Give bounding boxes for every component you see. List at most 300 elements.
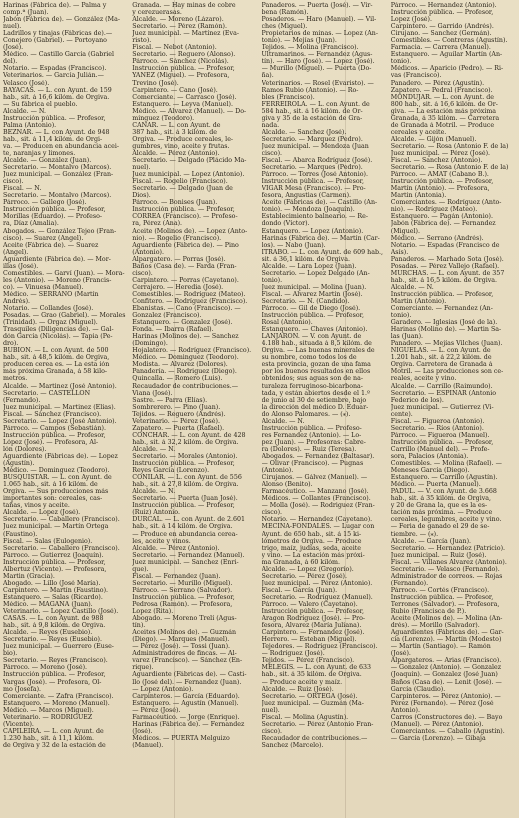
text-line: Lopez (Rita). [132, 608, 174, 616]
text-line: Fiscal. — N. [3, 185, 42, 193]
text-line: Farmacéutico. — Manzano (José). [261, 488, 369, 496]
text-line: ra, Pérez (Ana). [132, 220, 183, 228]
text-line: Secretario. — Rodríguez (Manuel). [261, 593, 373, 601]
text-line: Abogado. — Moreno Trelí (Agus- [132, 615, 237, 623]
text-line: Alpargatero. — Porras (José). [132, 255, 226, 263]
text-line: varez (Francisco). — Sánchez (En- [132, 657, 243, 665]
text-line: Juez municipal. — Guzmán (Ma- [261, 699, 364, 707]
text-line: la dirección del médico D. Eduar- [261, 403, 369, 411]
text-line: CÓÑILAR. — L. con Ayunt. de 556 [132, 474, 242, 482]
text-line: rique). [132, 664, 154, 672]
text-line: Recaudador de contribuciones.— [261, 734, 368, 742]
text-line: Instrucción pública. — Profesor, [3, 206, 106, 214]
text-line: Comerciantes. — Rodríguez (Anto- [390, 199, 502, 207]
text-line: hab., sit. á 14 kilóm. de Orgiva. [132, 523, 233, 531]
text-line: Andrés). [3, 297, 31, 305]
text-line: hab., sit. á 27,8 kilóm. de Orgiva. [132, 481, 239, 489]
text-line: Fiscal. — Sanchez (Antonio). [390, 157, 483, 165]
text-line: Harinas (Fábrica de). — Martín (Car- [261, 234, 380, 242]
text-line: Alcalde. — N. [132, 445, 176, 453]
text-line: Posadas. — Pérez Vallejo (Rafael). [390, 262, 500, 270]
text-line: Fiscal. — Fernandez (Juan). [132, 572, 221, 580]
text-line: (Antonio). [261, 467, 294, 475]
text-line: CONCHAR. — L. con Ayunt. de 428 [132, 431, 246, 439]
text-line: por los buenos resultados en ellos [261, 368, 371, 376]
text-line: Quincalla. — Romero (Luis). [132, 375, 223, 383]
text-line: Cerrajero. — Heredia (José). [132, 283, 224, 291]
text-line: Juez municipal. — Lopez (Antonio). [132, 171, 245, 179]
text-line: Trevino (José). [132, 79, 179, 87]
text-line: Párroco. — Torres (José Antonio). [261, 171, 368, 179]
text-line: Panaderos. — Marhado Sota (José). [390, 255, 504, 263]
text-line: Médicos. — PUERTA Melguizo [132, 734, 230, 742]
text-line: VIGAR Mesa (Francisco). — Pro- [261, 185, 366, 193]
text-line: Orgiva. Carretera de Granada á [390, 361, 493, 369]
text-line: Secretario. — Delgado (Juan de [132, 185, 233, 193]
text-line: les, aceite y vinos. [132, 537, 191, 545]
text-line: bles (Francisco). [261, 93, 315, 101]
text-line: (Fernando). [390, 579, 429, 587]
text-line: Párroco. — Moreno (José). [3, 664, 88, 672]
text-line: Fiscal. — Abarca Rodríguez (José). [261, 157, 373, 165]
text-line: tín). [132, 622, 146, 630]
text-line: MECINA-FONDALES. — Lugar con [261, 523, 375, 531]
text-line: Abogados. — Fernandez (Baltasar). [261, 453, 375, 460]
text-line: Aceite (Fábrica de). — Suarez [3, 241, 99, 249]
text-line: do Alonso Palomares. — (⁎). [261, 410, 351, 418]
text-line: Abogados. — González Tejeo (Fran- [3, 227, 117, 235]
text-line: Orgiva. — Las buenas minerales de [261, 347, 375, 355]
text-line: Estanquero. — Carrillo (Agustín). [390, 474, 498, 482]
text-line: Médico. — MAGAÑA (Juan). [3, 600, 93, 608]
text-line: Secretario. — Pérez (José). [261, 572, 348, 580]
text-line: Secretario. — N. (Candido). [261, 297, 350, 305]
text-line: Alcalde. — Lara Lopez (Juan). [261, 262, 357, 270]
text-line: Propietarios de minas. — Lopez (An- [261, 30, 378, 38]
text-line: Veterinario. — Lopez Castillo (José). [3, 608, 119, 616]
text-line: — Gonzalez (Antonio). — Gonzalez [390, 664, 502, 672]
text-line: dondo (Víctor). [261, 220, 310, 228]
text-line: Posaderos. — Haro (Manuel). — Vil- [261, 16, 377, 24]
column-middle [132, 2, 257, 818]
text-line: nuel). [132, 164, 151, 172]
text-line: 1.230 hab., sit. á 11,1 kilóm. [3, 734, 95, 742]
text-line: Médico. — Castillo García (Gabriel [3, 51, 115, 59]
text-line: Garadero. — Iglesias (José de la). [390, 319, 498, 327]
text-line: Juez municipal. — Martínez (Eva- [132, 30, 239, 38]
text-line: Aguardientes (Fábricas de). — Gar- [390, 629, 504, 637]
text-line: (José). [132, 727, 153, 735]
text-line: Alcalde. — Lopez (Gregorio). [261, 565, 354, 573]
text-line: Aragon Rodríguez (José). — Pro- [261, 615, 366, 623]
text-line: Comestibles. — Contreras (Agustín). [390, 37, 508, 45]
text-line: Comerciante. — Carrasco (José). [132, 93, 237, 101]
text-line: Estanquero. — Chaves (Antonio). [261, 326, 368, 334]
text-line: Secretario. — Hernandez (Patricio). [390, 544, 506, 552]
text-line: que). [132, 565, 149, 573]
text-line: mo (Josefa). [3, 685, 42, 693]
text-line: Médicos. — Collantes (Francisco). [261, 495, 371, 503]
text-line: Estanquero. — Salas (Ricardo). [3, 593, 103, 601]
text-line: Alcalde. — Carrillo (Raimundo). [390, 382, 493, 390]
text-line: Administradores de fincas. — Al- [132, 650, 237, 658]
text-line: Alpargateros. — Arias (Francisco). [390, 657, 502, 665]
text-line: Trasquiles (Diligencias de). — Gal- [3, 326, 114, 334]
text-line: de junio al 30 de setiembre, bajo [261, 396, 367, 404]
column-far-right [391, 2, 516, 818]
text-line: Secretario. — Reguero (Alonso). [132, 51, 236, 59]
text-line: Baños (Casa de). — Lenit (José). — [390, 678, 502, 686]
text-line: hab., sit. á 48,5 kilóm. de Orgiva, [3, 354, 110, 362]
text-line: Juez municipal. — González (Fran- [3, 171, 114, 179]
text-line: tonio). [390, 312, 412, 320]
text-line: — Murillo (Miguel). — Puerta (Do- [261, 65, 372, 73]
text-line: Fiscal. — Figueroa (Antonio). [390, 417, 485, 425]
text-line: García (Claudio). [390, 685, 446, 693]
text-line: Secretario. — ESPINAR (Antonio [390, 389, 497, 397]
text-line: cía (Lorenzo). — Martín (Modesto) [390, 636, 502, 644]
text-line: Asís). [390, 248, 409, 256]
text-line: Párroco. — Valero (Cayetano). [261, 600, 358, 608]
text-line: drés). — Morillo (Salvador). [390, 622, 480, 630]
text-line: Carpintero. — Garrido (Andrés). [390, 23, 494, 31]
text-line: Aguardiente (Fábricas de). — Lopez [3, 453, 118, 460]
text-line: Instrucción pública. — Profeso- [261, 424, 362, 432]
text-line: Párroco. — Cortés (Francisco). [390, 586, 490, 594]
text-line: Estanquero. — Moreno (Manuel). [3, 699, 110, 707]
text-line: Carpinteros. — Pérez (Antonio). — [390, 692, 501, 700]
text-line: Juez municipal. — Mendoza (Juan [261, 142, 369, 150]
text-line: (Faustino). [3, 530, 38, 538]
text-line: Párroco. — Serrano (Salvador). [132, 586, 233, 594]
text-line: Instrucción pública. — Profesor, [132, 502, 235, 510]
text-line: Fiscal. — Nebot (Antonio). [132, 44, 217, 52]
text-line: Establecimiento balneario. — Re- [261, 213, 368, 221]
text-line: Secretario. — Murillo (Miguel). [132, 579, 233, 587]
text-line: ITRABO. — L. con Ayunt. de 609 hab., [261, 248, 383, 256]
column-divider [174, 0, 175, 818]
text-line: Secretario. — Fernandez (Manuel). [132, 551, 245, 559]
text-line: tín). — Haro (José). — Lopez (José). [261, 58, 375, 66]
text-line: importantes son: cereales, cas- [3, 495, 103, 503]
text-line: Alcalde. — Sanchez (José). [261, 128, 347, 136]
text-line: Alcalde. — N. [390, 283, 434, 291]
text-line: Médico. — Marcos (Miguel). [3, 706, 94, 714]
text-line: Secretario. — Montalvo (Marcos). [3, 164, 112, 172]
text-line: ña). [261, 72, 274, 80]
text-line: Federico de los). [390, 396, 444, 404]
text-line: Notario. — Espadas (Francisco de [390, 241, 500, 249]
text-line: Aceite (Fábricas de). — Castillo (An- [261, 199, 378, 207]
text-line: (Vicente). [3, 720, 34, 728]
text-line: Harinas (Fábrica de). — Fernandez [132, 720, 245, 728]
text-line: pez (Juan). — Profesoras: Cabre- [261, 438, 366, 446]
text-line: Secretario. — Ríos (Antonio). [390, 424, 484, 432]
text-line: Rubio (Francisca de P.). [390, 608, 467, 616]
text-line: Fiscal. — Salas (Eulogenio). [3, 537, 93, 545]
text-line: (Domingo). [132, 340, 168, 348]
text-line: hab., sit. á 35 kilóm. de Orgiva, [390, 495, 492, 503]
text-line: cisco). [3, 178, 24, 186]
text-line: Secretario. — ORTEGA (José). [261, 692, 358, 700]
text-line: Juez municipal. — Sanchez (Enri- [132, 558, 239, 566]
text-line: Párroco. — Bonises (Juan). [132, 199, 218, 207]
text-line: minguez (Teodoro). [132, 114, 195, 122]
text-line: Secretario. — Lopez (José Antonio). [3, 417, 117, 425]
text-line: Tejedores. — Rodríguez (Francisco). [261, 643, 378, 651]
text-line: Juez municipal. — Molina (Juan). [261, 283, 367, 291]
text-line: Alcalde. — N. [261, 417, 305, 425]
text-line: nio). — Rogelio (Francisco). [132, 234, 222, 242]
text-line: dón García (Nicolás). — Tapia (Pe- [3, 333, 113, 341]
text-line: Viana (José). [132, 389, 173, 397]
text-line: dro). [3, 340, 19, 348]
text-line: va. — Producen en abundancia acei- [3, 142, 120, 150]
text-line: Instrucción pública. — Profesor, [3, 431, 106, 439]
text-line: de Granada á Motril. — Produce [390, 121, 495, 129]
text-line: Pedrosa (Ramón). — Profesora, [132, 600, 233, 608]
text-line: Estanquero. — Leyva (Manuel). [132, 100, 233, 108]
text-line: hab., sit. á 16,6 kilóm. de Orgiva. [3, 93, 110, 101]
text-line: Confitero. — Rodríguez (Francisco). [132, 297, 248, 305]
text-line: PADUL. — V. con Ayunt. de 3.668 [390, 488, 497, 496]
text-line: Secretario. — Caballero (Francisco). [3, 516, 120, 524]
text-line: Martin (Antonio). [390, 297, 447, 305]
text-line: Juez municipal. — Pérez (José). [390, 149, 491, 157]
text-line: CASAS. — L. con Ayunt. de 988 [3, 615, 104, 623]
text-line: Secretario. — Pérez (Ramón). [132, 23, 227, 31]
text-line: Instrucción pública. — Profesor, [261, 178, 364, 186]
text-line: Estanquero. — Aguilar Martín (An- [390, 51, 503, 59]
text-line: nio). — Rodríguez (Mateo). [390, 206, 478, 214]
text-line: Alcalde. — Martinez (José Antonio). [3, 382, 117, 390]
text-line: Ebanistas. — Cano (Francisco). — [132, 305, 241, 313]
text-line: Zapatero. — Puerta (Rafael). [132, 424, 225, 432]
text-line: Veterinario. — Pérez (José). [132, 417, 220, 425]
text-line: (Diego). — Marques (Manuel). [132, 636, 230, 644]
text-line: cisco). [261, 149, 283, 157]
text-line: Estanquero. — Lopez (Antonio). [261, 227, 364, 235]
text-line: — Martín (Santiago). — Ramón [390, 643, 491, 651]
text-line: Párroco. — Figueroa (Manuel). [390, 431, 490, 439]
text-line: Instrucción pública. — Profesor, [390, 438, 494, 446]
text-line: Alcalde. — Pérez (Antonio). [132, 544, 220, 552]
text-line: Instrucción pública. — Profesor, [132, 206, 235, 214]
text-line: — García (Lorenzo). — Gibaja [390, 734, 486, 742]
text-line: Meneses García (Diego). [390, 467, 470, 475]
text-line: Secretario. — CASTELLON [3, 389, 91, 397]
text-line: Harinas (Molinos de). — Sanchez [132, 333, 239, 341]
text-line: López (José). — Profesora, Al- [3, 438, 99, 446]
text-line: Panaderos. — Puerta (José). — Vir- [261, 2, 373, 9]
text-line: Juez municipal. — Pérez (Antonio). [261, 579, 373, 587]
text-line: MELEGIS. — L. con Ayunt. de 633 [261, 664, 372, 672]
text-line: esta provincia, gozan de una fama [261, 361, 371, 369]
text-line: Secretario. — Velasco (Fernando). [390, 565, 500, 573]
text-line: Estanquero. — Gonzalez (José). [132, 319, 233, 327]
text-line: trigo, maíz, judías, seda, aceite [261, 544, 362, 552]
text-line: reales, aceite y vino. [390, 375, 457, 383]
text-line: LANJARÓN. — V. con Ayunt. de [261, 333, 362, 341]
text-line: Zapatero. — Pedral (Francisco). [390, 86, 493, 94]
text-line: cisco). [261, 727, 283, 735]
text-line: — Feria de ganado el 29 de se- [390, 523, 490, 531]
text-line: ra, Díaz (Amalia). [3, 220, 59, 228]
text-line: 387 hab., sit. á 3 kilóm. de [132, 128, 218, 136]
text-line: nuel). [3, 23, 22, 31]
text-line: bena (Ramón). [261, 9, 309, 17]
text-line: Alcalde. — Moreno (Lázaro). [132, 16, 224, 24]
text-line: MURCHAS. — L. con Ayunt. de 357 [390, 269, 505, 277]
text-line: Estanquero. — Agustín (Manuel). [132, 699, 239, 707]
text-line: su nombre, como todos los de [261, 354, 357, 362]
text-line: y cerezuerasas. [132, 9, 182, 17]
text-line: Panadero. — Mejías Vilches (Juan). [390, 340, 503, 348]
text-line: Ayunt. de 650 hab., sit. á 15 ki- [261, 530, 362, 538]
text-line: Conejero (Gabriel). — Portoyano [3, 37, 107, 45]
text-line: Carros (Constructores de). — Bayo [390, 713, 503, 721]
column-left [3, 2, 128, 818]
text-line: Juez municipal. — Gutierrez (Vi- [390, 403, 494, 411]
text-line: Alcalde. — Gijón (Manuel). [390, 135, 477, 143]
text-line: vas (Francisco). [390, 72, 442, 80]
text-line: 584 hab., sit. á 16 kilóm. de Or- [261, 107, 363, 115]
text-line: Párroco. — Hernandez (Antonio). [390, 2, 497, 9]
text-line: Alcalde. — González (Juan). [3, 157, 92, 165]
text-line: Comestibles. — Molina (Rafael). — [390, 460, 502, 468]
text-line: Médico. — Alvarez (Manuel). — Do- [132, 107, 247, 115]
text-line: Instrucción pública. — Profesor, [390, 9, 494, 17]
text-line: nada. [261, 121, 280, 129]
text-line: co). — Vinuesa (Manuel). [3, 283, 84, 291]
text-line: Martin (Gracia). [3, 572, 55, 580]
text-line: Posadas. — Grao (Gabriel). — Morales [3, 312, 126, 320]
text-line: tación más próxima. — Produce [390, 509, 493, 517]
text-line: Recaudador de contribuciones.— [132, 382, 239, 390]
text-line: ches (Miguel). [261, 23, 308, 31]
text-line: cisco). [261, 509, 283, 517]
text-line: Instrucción pública. — Profesor, [261, 312, 364, 320]
text-line: Harinas (Molino de). — Martin Sa- [390, 326, 502, 334]
text-line: (Agustín). [3, 460, 35, 468]
text-line: ma Granada, á 60 kilóm. [261, 558, 340, 566]
text-line: Notario. — Collandes (José). [3, 305, 94, 313]
text-line: Alcalde. — García (Juan). [390, 537, 472, 545]
text-line: Notario. — Hernandez (Cayetano). [261, 516, 373, 524]
column-divider [345, 0, 346, 818]
text-line: comp.ª (Juan). [3, 9, 49, 17]
text-line: risto). [132, 37, 152, 45]
text-line: 1.065 hab., sit. á 16 kilóm. de [3, 481, 98, 489]
text-line: sit. á 36,1 kilóm. de Orgiva. [261, 255, 350, 263]
text-line: tonio). — Mejías (Juan). [261, 37, 337, 45]
text-line: res Fernandez (Antonio). — Lo- [261, 431, 362, 439]
text-line: Ramos Rubio (Antonio). — Ro- [261, 86, 359, 94]
text-line: CORREA (Francisco). — Profeso- [132, 213, 238, 221]
text-line: Panadería. — Rodriguez (Diego). [132, 368, 237, 376]
text-line: Pérez (Fernando). — Pérez (José [390, 699, 494, 707]
text-line: YÁÑEZ (Miguel). — Profesora, [132, 72, 230, 80]
text-line: — Molla (José). — Rodriguez (Fran- [261, 502, 375, 510]
text-line: Morillas (Eduardo). — Profeso- [3, 213, 103, 221]
text-line: — Produce en abundancia cerea- [132, 530, 238, 538]
text-line: fesora, Angustias (Carmen). [261, 192, 352, 200]
text-line: Aceite (Molinos de). — Lopez (Anto- [132, 227, 248, 235]
text-line: Médico. — Puerta (Manuel). [390, 481, 481, 489]
text-line: Tejidos. — Pérez (Francisco). [261, 657, 355, 665]
text-line: Instrucción pública. — Profesor, [132, 65, 235, 73]
text-line: Cirujanos. — Gálvez (Manuel). — [261, 474, 368, 482]
text-line: BEZNAR. — L. con Ayunt. de 948 [3, 128, 110, 136]
text-line: — Pérez (José). [132, 706, 181, 714]
text-line: Instrucción pública. — Profesor, [390, 593, 494, 601]
text-line: Sastre. — Parra (Elías). [132, 396, 208, 404]
text-line: Baños (Casa de). — Farda (Fran- [132, 262, 237, 270]
text-line: lómetros de Orgiva. — Produce [261, 537, 362, 545]
text-line: metros. [3, 375, 28, 383]
text-line: Comestibles. — Garví (Juan). — Mora- [3, 269, 125, 277]
text-line: hab., sit. á 35 kilóm. de Orgiva. [261, 671, 362, 679]
text-line: Párroco. — Gallego (José). [3, 199, 87, 207]
text-line: Aguardiente (Fábricas de). — Casti- [132, 671, 247, 679]
text-line: giva y 35 de la estación de Gra- [261, 114, 363, 122]
text-line: (José). [3, 44, 24, 52]
text-line: Modista. — Álvarez (Dolores). [132, 361, 228, 369]
text-line: Secretario. — Puerta (Juan José). [132, 495, 238, 503]
text-line: Tejidos. — Reguero (Andrés). [132, 410, 226, 418]
text-line: Lopez (José). [390, 16, 432, 24]
text-line: bio). [3, 650, 18, 658]
text-line: Veterinario. — RODRIGUEZ [3, 713, 93, 721]
text-line: Secretario. — Reyes (Francisco). [3, 657, 108, 665]
text-line: de Orgiva y 32 de la estación de [3, 741, 106, 749]
text-line: Tejidos. — Molina (Francisco). [261, 44, 359, 52]
text-line: Aceite (Molinos de). — Molina (An- [390, 615, 503, 623]
text-line: Carpintero. — Martín (Faustino). [3, 586, 109, 594]
text-line: Carpinteros. — García (Eduardo). [132, 692, 240, 700]
text-line: (Manuel). [132, 741, 164, 749]
text-line: Secretario. — Reyes (Eusebio). [3, 636, 102, 644]
text-line: Instrucción pública. — Profesor, [3, 671, 106, 679]
text-line: Aguardiente (Fábrica de). — Mor- [3, 255, 111, 263]
text-line: Secretario. — Pérez (Antonio Fran- [261, 720, 374, 728]
text-line: y vino. — La estación más próxi- [261, 551, 365, 559]
text-line: NIGUELAS. — L. con Ayunt. de [390, 347, 491, 355]
text-line: Martín (Antonio). — Profesora, [390, 185, 490, 193]
text-line: Cirujano. — Sanchez (Germán). [390, 30, 492, 38]
text-line: — Produce aceite y maíz. [261, 678, 343, 686]
text-line: Fiscal. — Alvarez Martín (José). [261, 290, 363, 298]
text-line: Instrucción pública. — Profesor, [132, 460, 235, 468]
text-line: — Rodríguez (José). [261, 650, 325, 658]
text-line: sora, Palacios (Antonia). [390, 453, 469, 460]
text-line: Harinas (Fábrica de). — Palma y [3, 2, 107, 9]
text-line: — Olivar (Francisco). — Pugnas [261, 460, 364, 468]
text-line: Dios). [132, 192, 151, 200]
text-line: cente). [390, 410, 413, 418]
text-line: producen cerea es. — La esta ión [3, 361, 110, 369]
text-line: Fiscal. — García (Juan). [261, 586, 338, 594]
text-line: Aguardiente (Fábrica de). — Pino [132, 241, 239, 249]
text-line: tada, y están abiertos desde el 1.º [261, 389, 370, 397]
text-line: 1.201 hab., sit. á 22,2 kilóm. de [390, 354, 492, 362]
text-line: Juez municipal. — Ruiz (José). [390, 551, 487, 559]
text-line: Rosal (Antonio). [261, 319, 313, 327]
text-line: obtenidos; sus aguas son de na- [261, 375, 363, 383]
text-line: llo (José del). — Fernandez (Juan). [132, 678, 242, 686]
text-line: cisco). — Suarez (Ángel). [3, 234, 84, 242]
text-line: CAÑAR. — L. con Ayunt. de [132, 121, 221, 129]
